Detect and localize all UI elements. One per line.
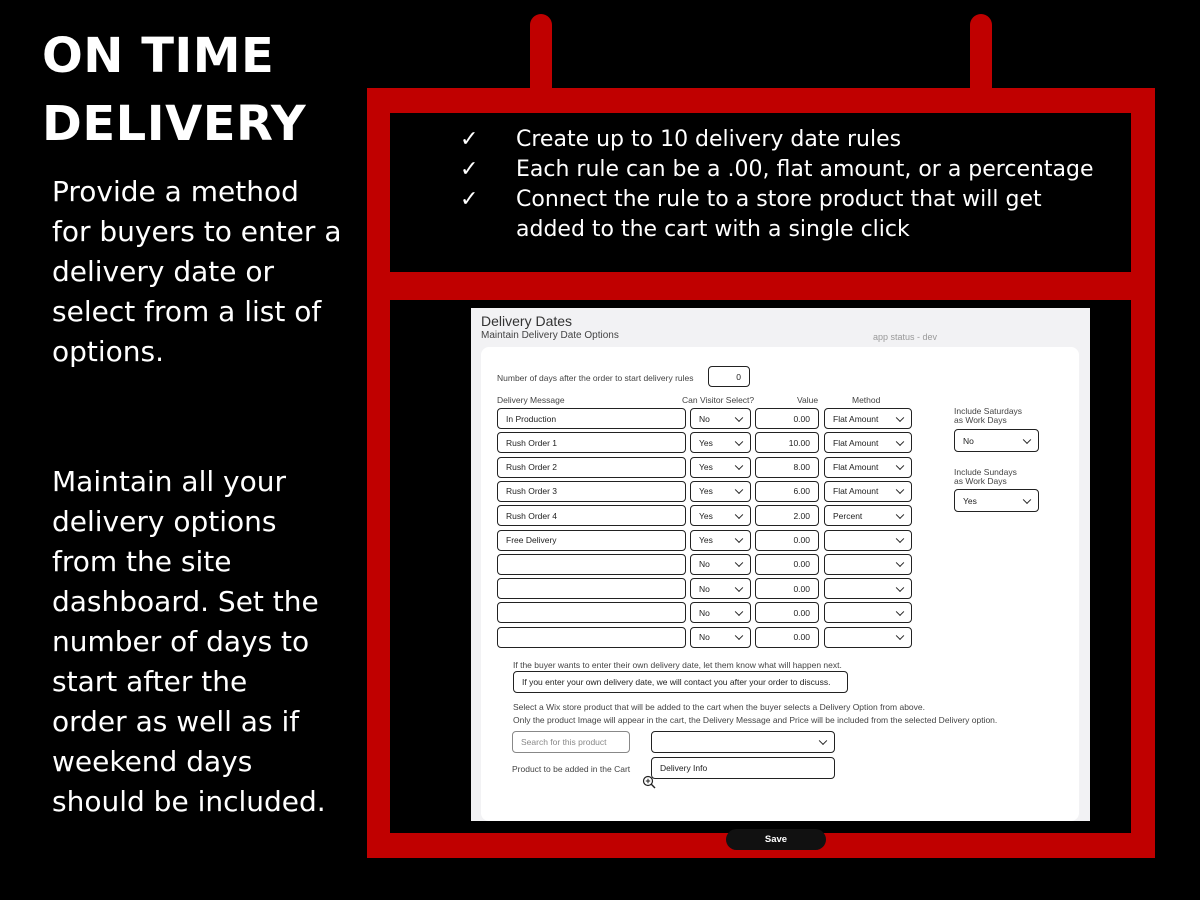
chevron-down-icon <box>896 413 904 421</box>
check-icon: ✓ <box>460 187 479 212</box>
sunday-label-line-2: as Work Days <box>954 476 1007 486</box>
visitor-select-dropdown[interactable] <box>690 505 751 526</box>
method-dropdown[interactable] <box>824 554 912 575</box>
sunday-select[interactable] <box>954 489 1039 512</box>
chevron-down-icon <box>735 632 743 640</box>
feature-item <box>460 125 1100 155</box>
method-dropdown[interactable] <box>824 505 912 526</box>
visitor-select-dropdown-value: Yes <box>699 510 713 521</box>
delivery-message-input-value: In Production <box>506 413 557 424</box>
header-delivery-message: Delivery Message <box>497 395 565 405</box>
delivery-message-input[interactable] <box>497 578 686 599</box>
chevron-down-icon <box>1023 435 1031 443</box>
saturday-select-value: No <box>963 435 974 446</box>
app-status: app status - dev <box>873 332 938 342</box>
method-dropdown[interactable] <box>824 432 912 453</box>
product-search-input[interactable]: Search for this product <box>512 731 630 753</box>
saturday-select[interactable] <box>954 429 1039 452</box>
app-subtitle: Maintain Delivery Date Options <box>481 330 619 341</box>
value-input-value: 0.00 <box>793 607 810 618</box>
method-dropdown[interactable] <box>824 408 912 429</box>
delivery-message-input-value: Rush Order 1 <box>506 437 558 448</box>
delivery-message-input[interactable] <box>497 457 686 478</box>
method-dropdown-value: Flat Amount <box>833 486 879 497</box>
chevron-down-icon <box>735 535 743 543</box>
chevron-down-icon <box>735 510 743 518</box>
saturday-label-line-2: as Work Days <box>954 415 1007 425</box>
value-input-value: 0.00 <box>793 413 810 424</box>
value-input-value: 0.00 <box>793 535 810 545</box>
days-input[interactable]: 0 <box>708 366 750 387</box>
own-date-label: If the buyer wants to enter their own delivery date, let them know what will happen next. <box>513 660 842 670</box>
value-input[interactable] <box>755 408 819 429</box>
maintain-paragraph: Maintain all your delivery options from the site dashboard. Set the number of days to start after the order as well as if weekend days should be included. <box>52 465 326 818</box>
chevron-down-icon <box>896 583 904 591</box>
visitor-select-dropdown-value: No <box>699 583 710 594</box>
chevron-down-icon <box>896 486 904 494</box>
product-note-1: Select a Wix store product that will be added to the cart when the buyer selects a Delivery Option from above. <box>513 702 925 712</box>
visitor-select-dropdown[interactable] <box>690 554 751 575</box>
chevron-down-icon <box>896 535 904 543</box>
page-heading <box>42 22 306 158</box>
value-input[interactable] <box>755 457 819 478</box>
visitor-select-dropdown[interactable] <box>690 602 751 623</box>
delivery-message-input[interactable] <box>497 602 686 623</box>
saturday-label <box>954 407 1022 425</box>
value-input[interactable] <box>755 505 819 526</box>
product-label: Product to be added in the Cart <box>512 764 631 774</box>
delivery-message-input-value: Rush Order 2 <box>506 462 558 473</box>
check-icon: ✓ <box>460 127 479 152</box>
chevron-down-icon <box>735 437 743 445</box>
visitor-select-dropdown-value: No <box>699 607 710 618</box>
value-input-value: 8.00 <box>793 462 810 473</box>
delivery-message-input[interactable] <box>497 432 686 453</box>
delivery-message-input[interactable] <box>497 505 686 526</box>
chevron-down-icon <box>1023 495 1031 503</box>
own-date-message-input[interactable]: If you enter your own delivery date, we will contact you after your order to discuss. <box>513 671 848 693</box>
value-input[interactable] <box>755 432 819 453</box>
feature-item <box>460 185 1100 245</box>
delivery-message-input[interactable] <box>497 554 686 575</box>
product-select[interactable] <box>651 731 835 753</box>
chevron-down-icon <box>735 486 743 494</box>
method-dropdown[interactable] <box>824 457 912 478</box>
method-dropdown[interactable] <box>824 627 912 648</box>
chevron-down-icon <box>896 510 904 518</box>
value-input-value: 10.00 <box>788 437 810 448</box>
sunday-label-line-1: Include Sundays <box>954 467 1017 477</box>
delivery-message-input-value: Free Delivery <box>506 535 557 545</box>
method-dropdown[interactable] <box>824 530 912 551</box>
days-label: Number of days after the order to start delivery rules <box>497 373 694 383</box>
visitor-select-dropdown[interactable] <box>690 578 751 599</box>
chevron-down-icon <box>819 737 827 745</box>
visitor-select-dropdown-value: Yes <box>699 486 713 497</box>
sunday-label <box>954 468 1017 486</box>
delivery-message-input[interactable] <box>497 481 686 502</box>
product-note-2: Only the product Image will appear in the cart, the Delivery Message and Price will be included from the selected Delivery option. <box>513 715 998 725</box>
heading-line-2: DELIVERY <box>42 96 307 152</box>
feature-text: Create up to 10 delivery date rules <box>516 127 902 152</box>
chevron-down-icon <box>896 607 904 615</box>
value-input-value: 0.00 <box>793 632 810 643</box>
chevron-down-icon <box>735 559 743 567</box>
value-input[interactable] <box>755 554 819 575</box>
method-dropdown-value: Flat Amount <box>833 462 879 473</box>
feature-text: Connect the rule to a store product that will get added to the cart with a single click <box>516 187 1042 242</box>
header-can-visitor-select: Can Visitor Select? <box>682 395 755 405</box>
delivery-message-input[interactable] <box>497 530 686 551</box>
feature-text: Each rule can be a .00, flat amount, or a percentage <box>516 157 1094 182</box>
intro-paragraph: Provide a method for buyers to enter a delivery date or select from a list of options. <box>52 175 342 368</box>
feature-item <box>460 155 1100 185</box>
check-icon: ✓ <box>460 157 479 182</box>
value-input-value: 0.00 <box>793 559 810 570</box>
chevron-down-icon <box>735 413 743 421</box>
value-input[interactable] <box>755 530 819 551</box>
value-input[interactable] <box>755 602 819 623</box>
method-dropdown[interactable] <box>824 481 912 502</box>
method-dropdown-value: Percent <box>833 510 863 521</box>
header-value: Value <box>797 395 819 405</box>
chevron-down-icon <box>896 559 904 567</box>
visitor-select-dropdown[interactable] <box>690 530 751 551</box>
chevron-down-icon <box>896 462 904 470</box>
visitor-select-dropdown[interactable] <box>690 481 751 502</box>
chevron-down-icon <box>735 607 743 615</box>
value-input[interactable] <box>755 481 819 502</box>
visitor-select-dropdown-value: Yes <box>699 535 713 545</box>
saturday-label-line-1: Include Saturdays <box>954 406 1023 416</box>
visitor-select-dropdown[interactable] <box>690 432 751 453</box>
method-dropdown[interactable] <box>824 602 912 623</box>
visitor-select-dropdown-value: Yes <box>699 462 713 473</box>
visitor-select-dropdown-value: No <box>699 632 710 643</box>
value-input[interactable] <box>755 578 819 599</box>
sunday-select-value: Yes <box>963 495 977 506</box>
method-dropdown-value: Flat Amount <box>833 437 879 448</box>
visitor-select-dropdown-value: No <box>699 559 710 570</box>
delivery-message-input-value: Rush Order 3 <box>506 486 558 497</box>
visitor-select-dropdown-value: No <box>699 413 710 424</box>
product-cart-input[interactable]: Delivery Info <box>651 757 835 779</box>
app-screenshot <box>471 308 1090 845</box>
value-input-value: 0.00 <box>793 583 810 594</box>
delivery-message-input[interactable] <box>497 627 686 648</box>
app-title: Delivery Dates <box>481 313 573 329</box>
chevron-down-icon <box>896 437 904 445</box>
chevron-down-icon <box>735 583 743 591</box>
header-method: Method <box>852 395 881 405</box>
visitor-select-dropdown-value: Yes <box>699 437 713 448</box>
method-dropdown-value: Flat Amount <box>833 413 879 424</box>
chevron-down-icon <box>735 462 743 470</box>
feature-list <box>460 125 1100 245</box>
delivery-message-input-value: Rush Order 4 <box>506 510 558 521</box>
heading-line-1: ON TIME <box>42 28 275 84</box>
chevron-down-icon <box>896 632 904 640</box>
delivery-message-input[interactable] <box>497 408 686 429</box>
visitor-select-dropdown[interactable] <box>690 408 751 429</box>
save-button[interactable]: Save <box>726 829 826 850</box>
visitor-select-dropdown[interactable] <box>690 457 751 478</box>
value-input-value: 2.00 <box>793 510 810 521</box>
method-dropdown[interactable] <box>824 578 912 599</box>
value-input-value: 6.00 <box>793 486 810 497</box>
settings-card <box>481 347 1079 845</box>
visitor-select-dropdown[interactable] <box>690 627 751 648</box>
value-input[interactable] <box>755 627 819 648</box>
